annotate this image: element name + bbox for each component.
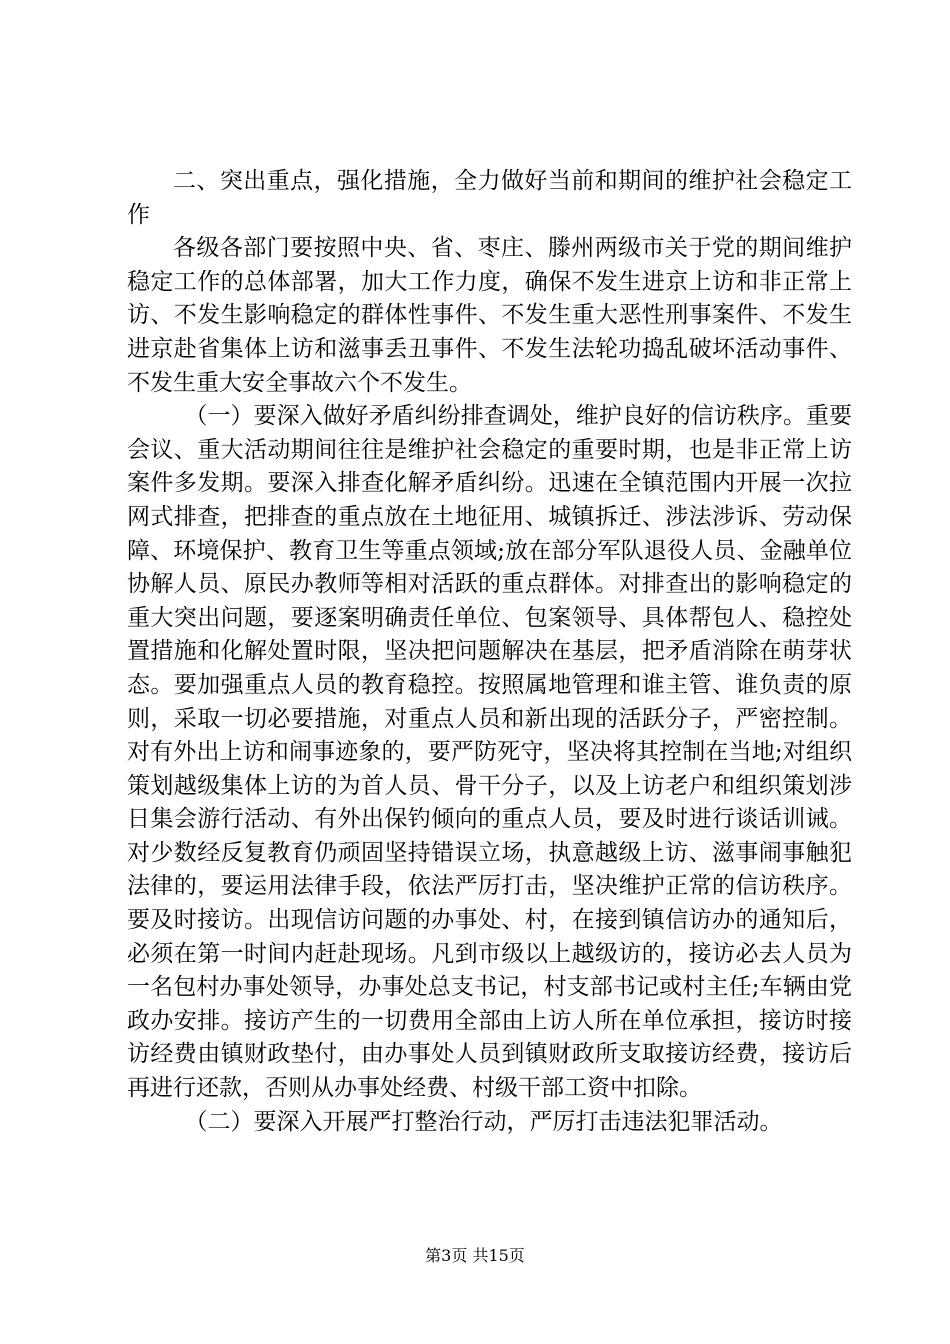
page-footer <box>0 1245 950 1267</box>
item-one-paragraph: （一）要深入做好矛盾纠纷排查调处，维护良好的信访秩序。重要会议、重大活动期间往往是维护社会稳定的重要时期，也是非正常上访案件多发期。要深入排查化解矛盾纠纷。迅速在全镇范围内开展一次拉网式排查，把排查的重点放在土地征用、城镇拆迁、涉法涉诉、劳动保障、环境保护、教育卫生等重点领域;放在部分军队退役人员、金融单位协解人员、原民办教师等相对活跃的重点群体。对排查出的影响稳定的重大突出问题，要逐案明确责任单位、包案领导、具体帮包人、稳控处置措施和化解处置时限，坚决把问题解决在基层，把矛盾消除在萌芽状态。要加强重点人员的教育稳控。按照属地管理和谁主管、谁负责的原则，采取一切必要措施，对重点人员和新出现的活跃分子，严密控制。对有外出上访和闹事迹象的，要严防死守，坚决将其控制在当地;对组织策划越级集体上访的为首人员、骨干分子，以及上访老户和组织策划涉日集会游行活动、有外出保钓倾向的重点人员，要及时进行谈话训诫。对少数经反复教育仍顽固坚持错误立场，执意越级上访、滋事闹事触犯法律的，要运用法律手段，依法严厉打击，坚决维护正常的信访秩序。要及时接访。出现信访问题的办事处、村，在接到镇信访办的通知后，必须在第一时间内赶赴现场。凡到市级以上越级访的，接访必去人员为一名包村办事处领导，办事处总支书记，村支部书记或村主任;车辆由党政办安排。接访产生的一切费用全部由上访人所在单位承担，接访时接访经费由镇财政垫付，由办事处人员到镇财政所支取接访经费，接访后再进行还款，否则从办事处经费、村级干部工资中扣除。 <box>127 403 852 1102</box>
section-heading: 二、突出重点，强化措施，全力做好当前和期间的维护社会稳定工作 <box>127 168 852 228</box>
item-two-paragraph: （二）要深入开展严打整治行动，严厉打击违法犯罪活动。 <box>184 1108 783 1135</box>
page-number-label: 第3页 共15页 <box>425 1246 525 1265</box>
document-body <box>127 165 852 1139</box>
intro-paragraph: 各级各部门要按照中央、省、枣庄、滕州两级市关于党的期间维护稳定工作的总体部署，加大工作力度，确保不发生进京上访和非正常上访、不发生影响稳定的群体性事件、不发生重大恶性刑事案件、不发生进京赴省集体上访和滋事丢丑事件、不发生法轮功捣乱破坏活动事件、不发生重大安全事故六个不发生。 <box>127 235 852 396</box>
